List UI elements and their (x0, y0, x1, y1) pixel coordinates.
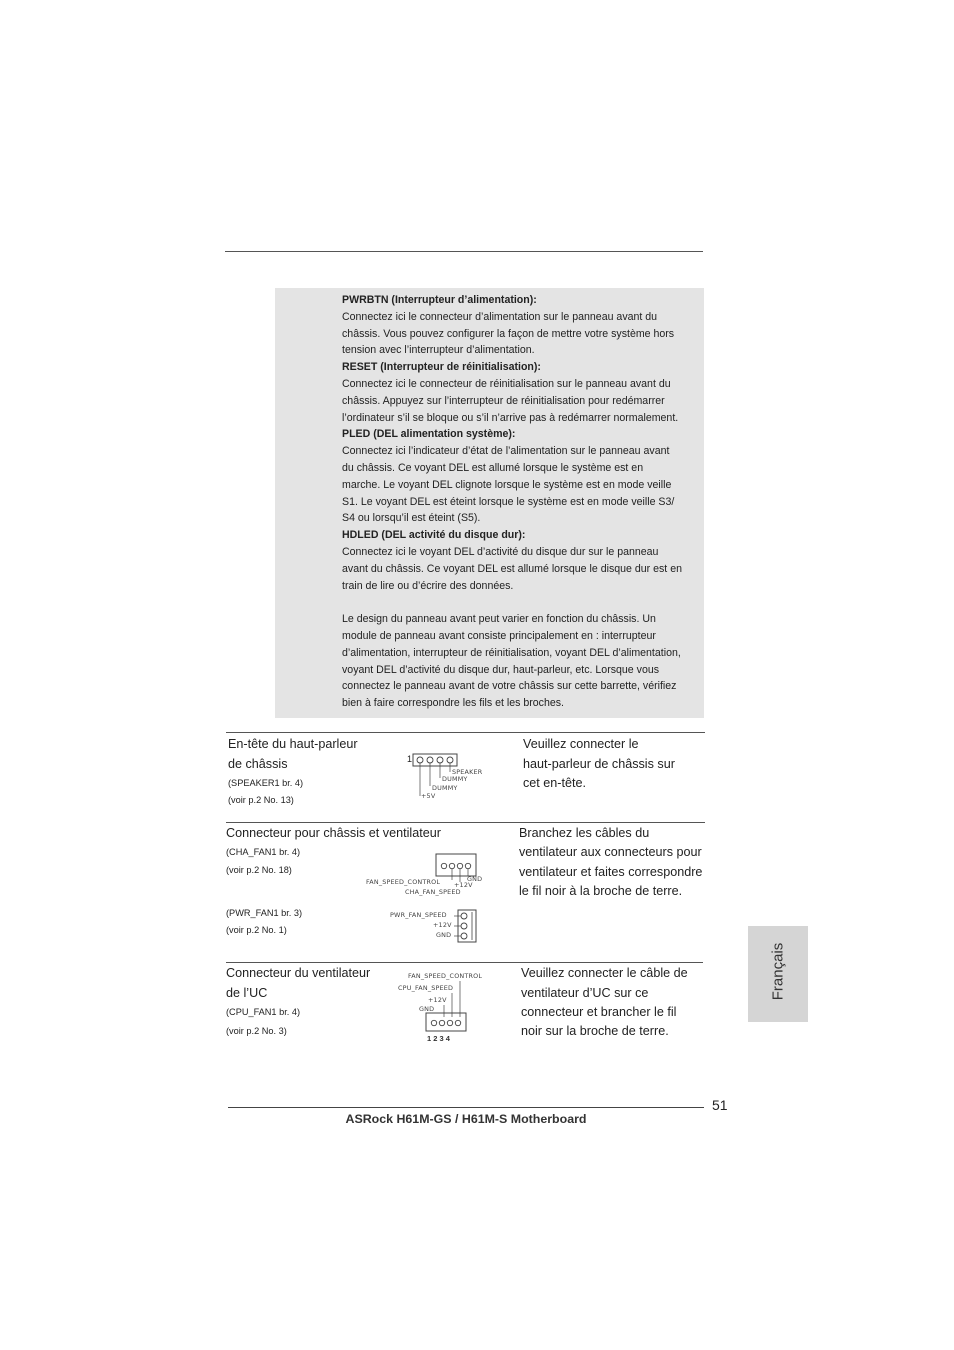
reset-heading: RESET (Interrupteur de réinitialisation): (342, 361, 541, 374)
chassis-fan-top-rule (226, 822, 705, 823)
footer-title: ASRock H61M-GS / H61M-S Motherboard (345, 1112, 587, 1126)
footer-rule (228, 1107, 704, 1108)
note-line: d’alimentation, interrupteur de réinitialisation, voyant DEL d’alimentation, (342, 646, 681, 659)
cpu-fan-title: Connecteur du ventilateur (226, 966, 371, 980)
speaker-pin-label: DUMMY (432, 784, 458, 792)
pwr-fan-pin-label: PWR_FAN_SPEED (390, 911, 447, 919)
speaker-pin (427, 757, 433, 763)
reset-line: châssis. Appuyez sur l’interrupteur de réinitialisation pour redémarrer (342, 394, 665, 407)
cpu-fan-description: Veuillez connecter le câble de (521, 966, 688, 980)
speaker-header-body (413, 754, 457, 766)
chassis-fan-description: Branchez les câbles du (519, 826, 650, 840)
cpu-fan-top-rule (226, 962, 703, 963)
note-line: voyant DEL d’activité du disque dur, haut-parleur, etc. Lorsque vous (342, 663, 660, 676)
pwr-fan-pin-info: (PWR_FAN1 br. 3) (226, 908, 303, 918)
speaker-pin-label: +5V (421, 792, 436, 800)
speaker-pin (417, 757, 423, 763)
speaker-pin (437, 757, 443, 763)
chassis-fan-description: ventilateur aux connecteurs pour (519, 845, 702, 859)
speaker-title: En-tête du haut-parleur (228, 737, 358, 751)
pled-heading: PLED (DEL alimentation système): (342, 428, 516, 441)
speaker-pin-label: DUMMY (442, 775, 468, 783)
cpu-fan-description: noir sur la broche de terre. (521, 1024, 669, 1038)
front-panel-info-text (342, 292, 704, 712)
speaker-title: de châssis (228, 757, 288, 771)
cha-fan-pin (441, 863, 446, 868)
note-line: connectez le panneau avant de votre châssis sur cette barrette, vérifiez (342, 680, 677, 693)
pwrbtn-line: Connectez ici le connecteur d’alimentation sur le panneau avant du (342, 310, 658, 323)
cpu-fan-description: ventilateur d’UC sur ce (521, 986, 649, 1000)
pwr-fan-pin (461, 933, 467, 939)
pled-line: marche. Le voyant DEL clignote lorsque le système est en mode veille (342, 478, 672, 491)
pwr-fan-reference: (voir p.2 No. 1) (226, 925, 287, 935)
page-number: 51 (712, 1097, 728, 1113)
hdled-heading: HDLED (DEL activité du disque dur): (342, 529, 526, 542)
cha-fan-pin (449, 863, 454, 868)
cpu-fan-pin-label: +12V (428, 996, 447, 1004)
cha-fan-pin-label: +12V (454, 881, 473, 889)
speaker-pin-label: SPEAKER (452, 768, 483, 776)
speaker-description: cet en-tête. (523, 776, 587, 790)
cpu-fan-pin (455, 1020, 460, 1025)
note-line: Le design du panneau avant peut varier en fonction du châssis. Un (342, 613, 656, 626)
note-line: module de panneau avant consiste principalement en : interrupteur (342, 629, 656, 642)
cpu-fan-pin (431, 1020, 436, 1025)
speaker-pin (447, 757, 453, 763)
cpu-fan-pin-label: CPU_FAN_SPEED (398, 984, 454, 992)
speaker-description: Veuillez connecter le (523, 737, 639, 751)
speaker-pin1-label: 1 (407, 754, 413, 764)
cpu-fan-description: connecteur et brancher le fil (521, 1005, 677, 1019)
speaker-top-rule (226, 732, 705, 733)
pwr-fan-pin-label: GND (436, 931, 452, 939)
cpu-fan-pin-label: GND (419, 1005, 435, 1013)
chassis-fan-description: ventilateur et faites correspondre (519, 865, 703, 879)
cpu-fan-pin-info: (CPU_FAN1 br. 4) (226, 1007, 301, 1017)
cha-fan-pin-label: CHA_FAN_SPEED (405, 888, 461, 896)
cha-fan-pin (457, 863, 462, 868)
pwrbtn-heading: PWRBTN (Interrupteur d’alimentation): (342, 294, 537, 306)
cpu-fan-pin (447, 1020, 452, 1025)
chassis-fan-title: Connecteur pour châssis et ventilateur (226, 826, 441, 840)
pwr-fan-pin-label: +12V (433, 921, 452, 929)
cha-fan-reference: (voir p.2 No. 18) (226, 865, 292, 875)
cha-fan-pin (465, 863, 470, 868)
cpu-fan-header-diagram (420, 975, 470, 1035)
language-side-tab (748, 926, 808, 1022)
reset-line: l’ordinateur s’il se bloque ou s’il n’arrive pas à redémarrer normalement. (342, 411, 679, 424)
note-line: bien à faire correspondre les fils et les broches. (342, 697, 564, 710)
pwrbtn-line: châssis. Vous pouvez configurer la façon de mettre votre système hors (342, 327, 675, 340)
cha-fan-pin-label: FAN_SPEED_CONTROL (366, 878, 441, 886)
cha-fan-pin-info: (CHA_FAN1 br. 4) (226, 847, 301, 857)
hdled-line: avant du châssis. Ce voyant DEL est allumé lorsque le disque dur est en (342, 562, 682, 575)
pled-line: S1. Le voyant DEL est éteint lorsque le système est en mode veille S3/ (342, 495, 675, 508)
reset-line: Connectez ici le connecteur de réinitialisation sur le panneau avant du (342, 377, 671, 390)
cha-fan-header-body (436, 854, 476, 876)
cpu-fan-pin-numbers: 1 2 3 4 (427, 1034, 450, 1043)
speaker-pin-info: (SPEAKER1 br. 4) (228, 778, 304, 788)
pwr-fan-pin (461, 923, 467, 929)
cpu-fan-reference: (voir p.2 No. 3) (226, 1026, 287, 1036)
pwr-fan-header-diagram (452, 908, 482, 944)
cha-fan-pin-label: GND (467, 875, 483, 883)
hdled-line: train de lire ou d’écrire des données. (342, 579, 514, 592)
pwr-fan-pin (461, 913, 467, 919)
cpu-fan-title: de l’UC (226, 986, 268, 1000)
hdled-line: Connectez ici le voyant DEL d’activité du disque dur sur le panneau (342, 545, 659, 558)
pled-line: Connectez ici l’indicateur d’état de l’alimentation sur le panneau avant (342, 445, 670, 458)
pled-line: S4 ou lorsqu’il est éteint (S5). (342, 512, 481, 525)
chassis-fan-description: le fil noir à la broche de terre. (519, 884, 683, 898)
pled-line: du châssis. Ce voyant DEL est allumé lorsque le système est en (342, 461, 644, 474)
language-label: Français (769, 942, 787, 1001)
cpu-fan-pin (439, 1020, 444, 1025)
top-rule (225, 251, 703, 252)
pwrbtn-line: tension avec l’interrupteur d’alimentation. (342, 344, 535, 357)
speaker-description: haut-parleur de châssis sur (523, 757, 675, 771)
cpu-fan-pin-label: FAN_SPEED_CONTROL (408, 972, 483, 980)
speaker-reference: (voir p.2 No. 13) (228, 795, 294, 805)
